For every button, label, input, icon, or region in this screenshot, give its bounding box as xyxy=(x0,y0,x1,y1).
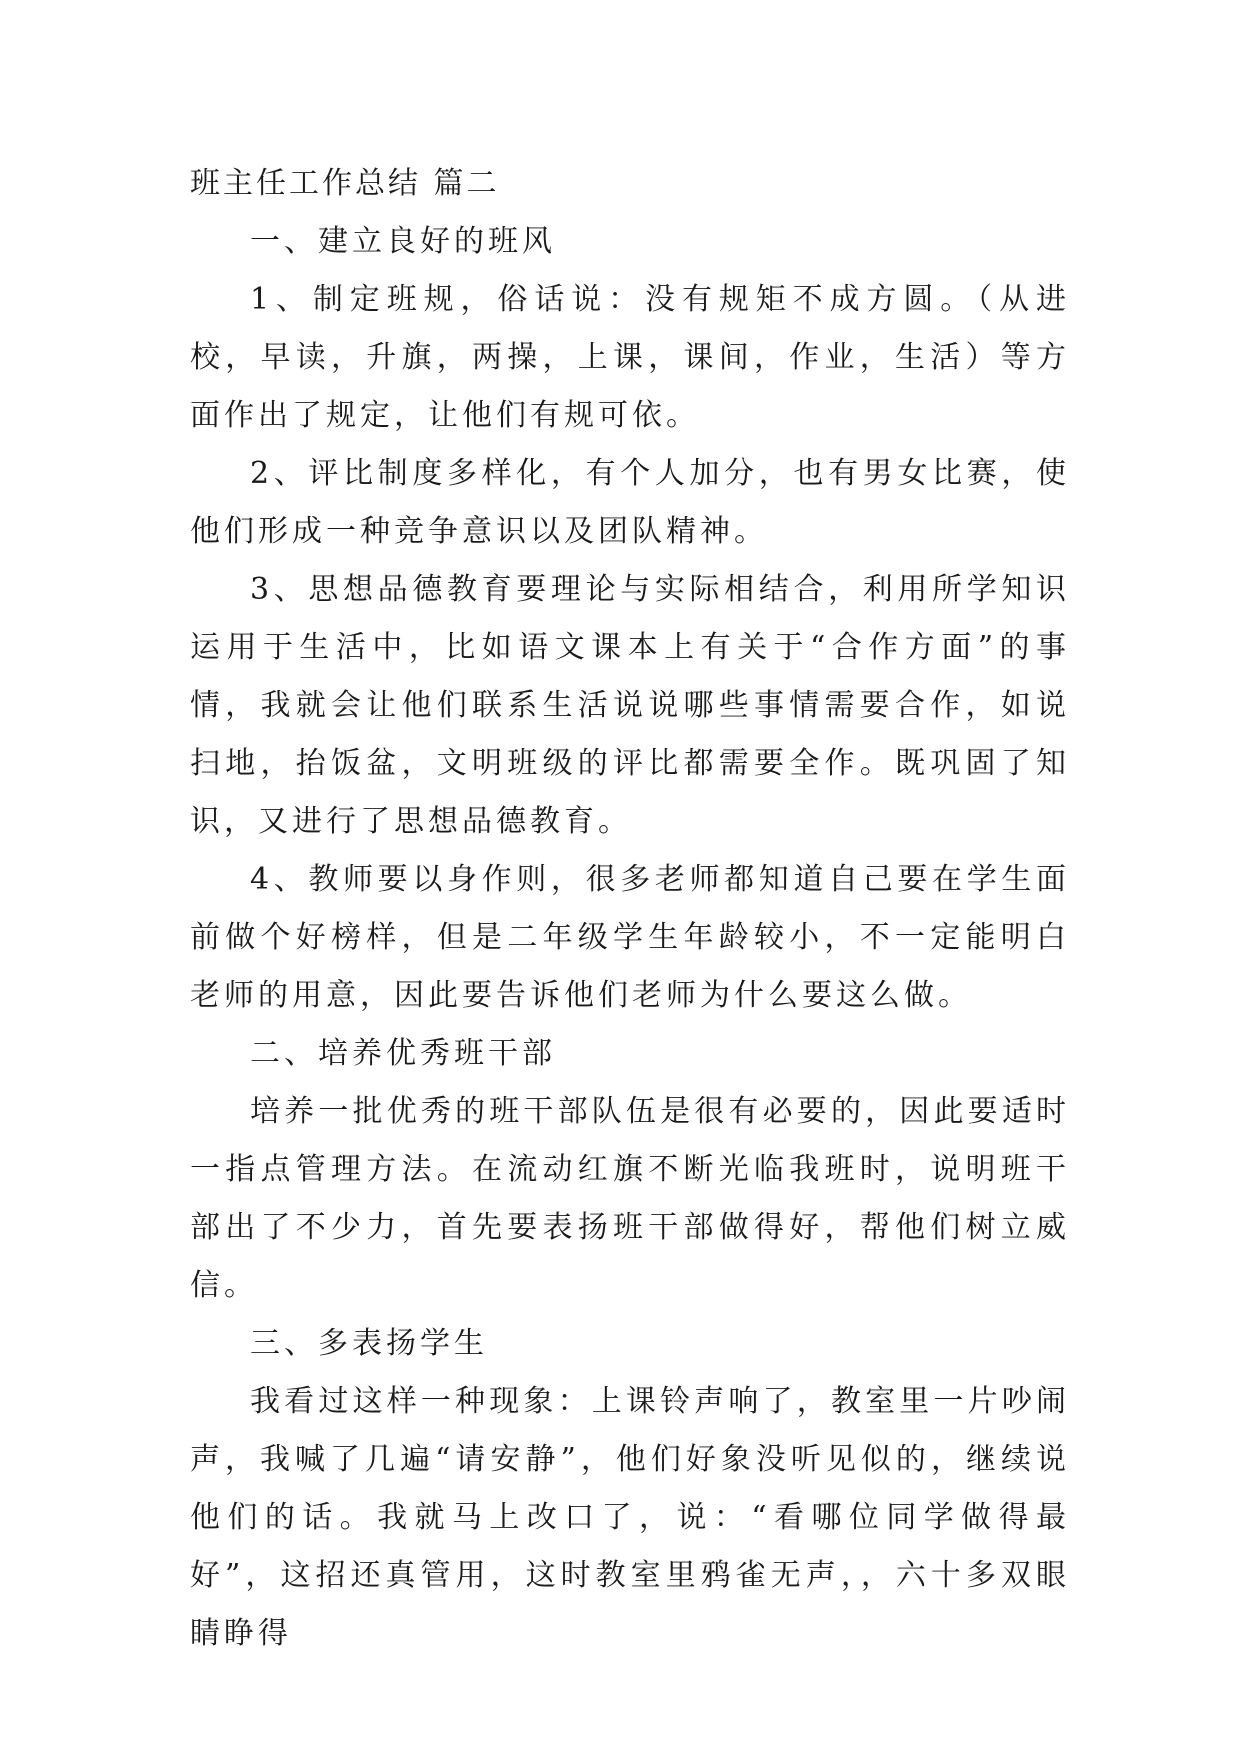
paragraph-moral-education: 3、思想品德教育要理论与实际相结合，利用所学知识运用于生活中，比如语文课本上有关于“合作方面”的事情，我就会让他们联系生活说说哪些事情需要合作，如说扫地，抬饭盆，文明班级的评比都需要全作。既巩固了知识，又进行了思想品德教育。 xyxy=(190,572,1070,839)
document-body xyxy=(190,155,1070,1663)
paragraph-class-rules: 1、制定班规，俗话说：没有规矩不成方圆。（从进校，早读，升旗，两操，上课，课间，作业，生活）等方面作出了规定，让他们有规可依。 xyxy=(190,282,1070,433)
section-heading-class-atmosphere: 一、建立良好的班风 xyxy=(250,224,556,259)
paragraph-cadre-training: 培养一批优秀的班干部队伍是很有必要的，因此要适时一指点管理方法。在流动红旗不断光临我班时，说明班干部出了不少力，首先要表扬班干部做得好，帮他们树立威信。 xyxy=(190,1094,1070,1303)
document-title: 班主任工作总结 篇二 xyxy=(190,166,500,201)
paragraph-praise-example: 我看过这样一种现象：上课铃声响了，教室里一片吵闹声，我喊了几遍“请安静”，他们好象没听见似的，继续说他们的话。我就马上改口了，说：“看哪位同学做得最好”，这招还真管用，这时教室里鸦雀无声，，六十多双眼睛睁得 xyxy=(190,1384,1070,1651)
section-heading-praise-students: 三、多表扬学生 xyxy=(250,1326,488,1361)
paragraph-teacher-example: 4、教师要以身作则，很多老师都知道自己要在学生面前做个好榜样，但是二年级学生年龄较小，不一定能明白老师的用意，因此要告诉他们老师为什么要这么做。 xyxy=(190,862,1070,1013)
paragraph-evaluation-system: 2、评比制度多样化，有个人加分，也有男女比赛，使他们形成一种竞争意识以及团队精神。 xyxy=(190,456,1070,549)
section-heading-class-cadres: 二、培养优秀班干部 xyxy=(250,1036,556,1071)
